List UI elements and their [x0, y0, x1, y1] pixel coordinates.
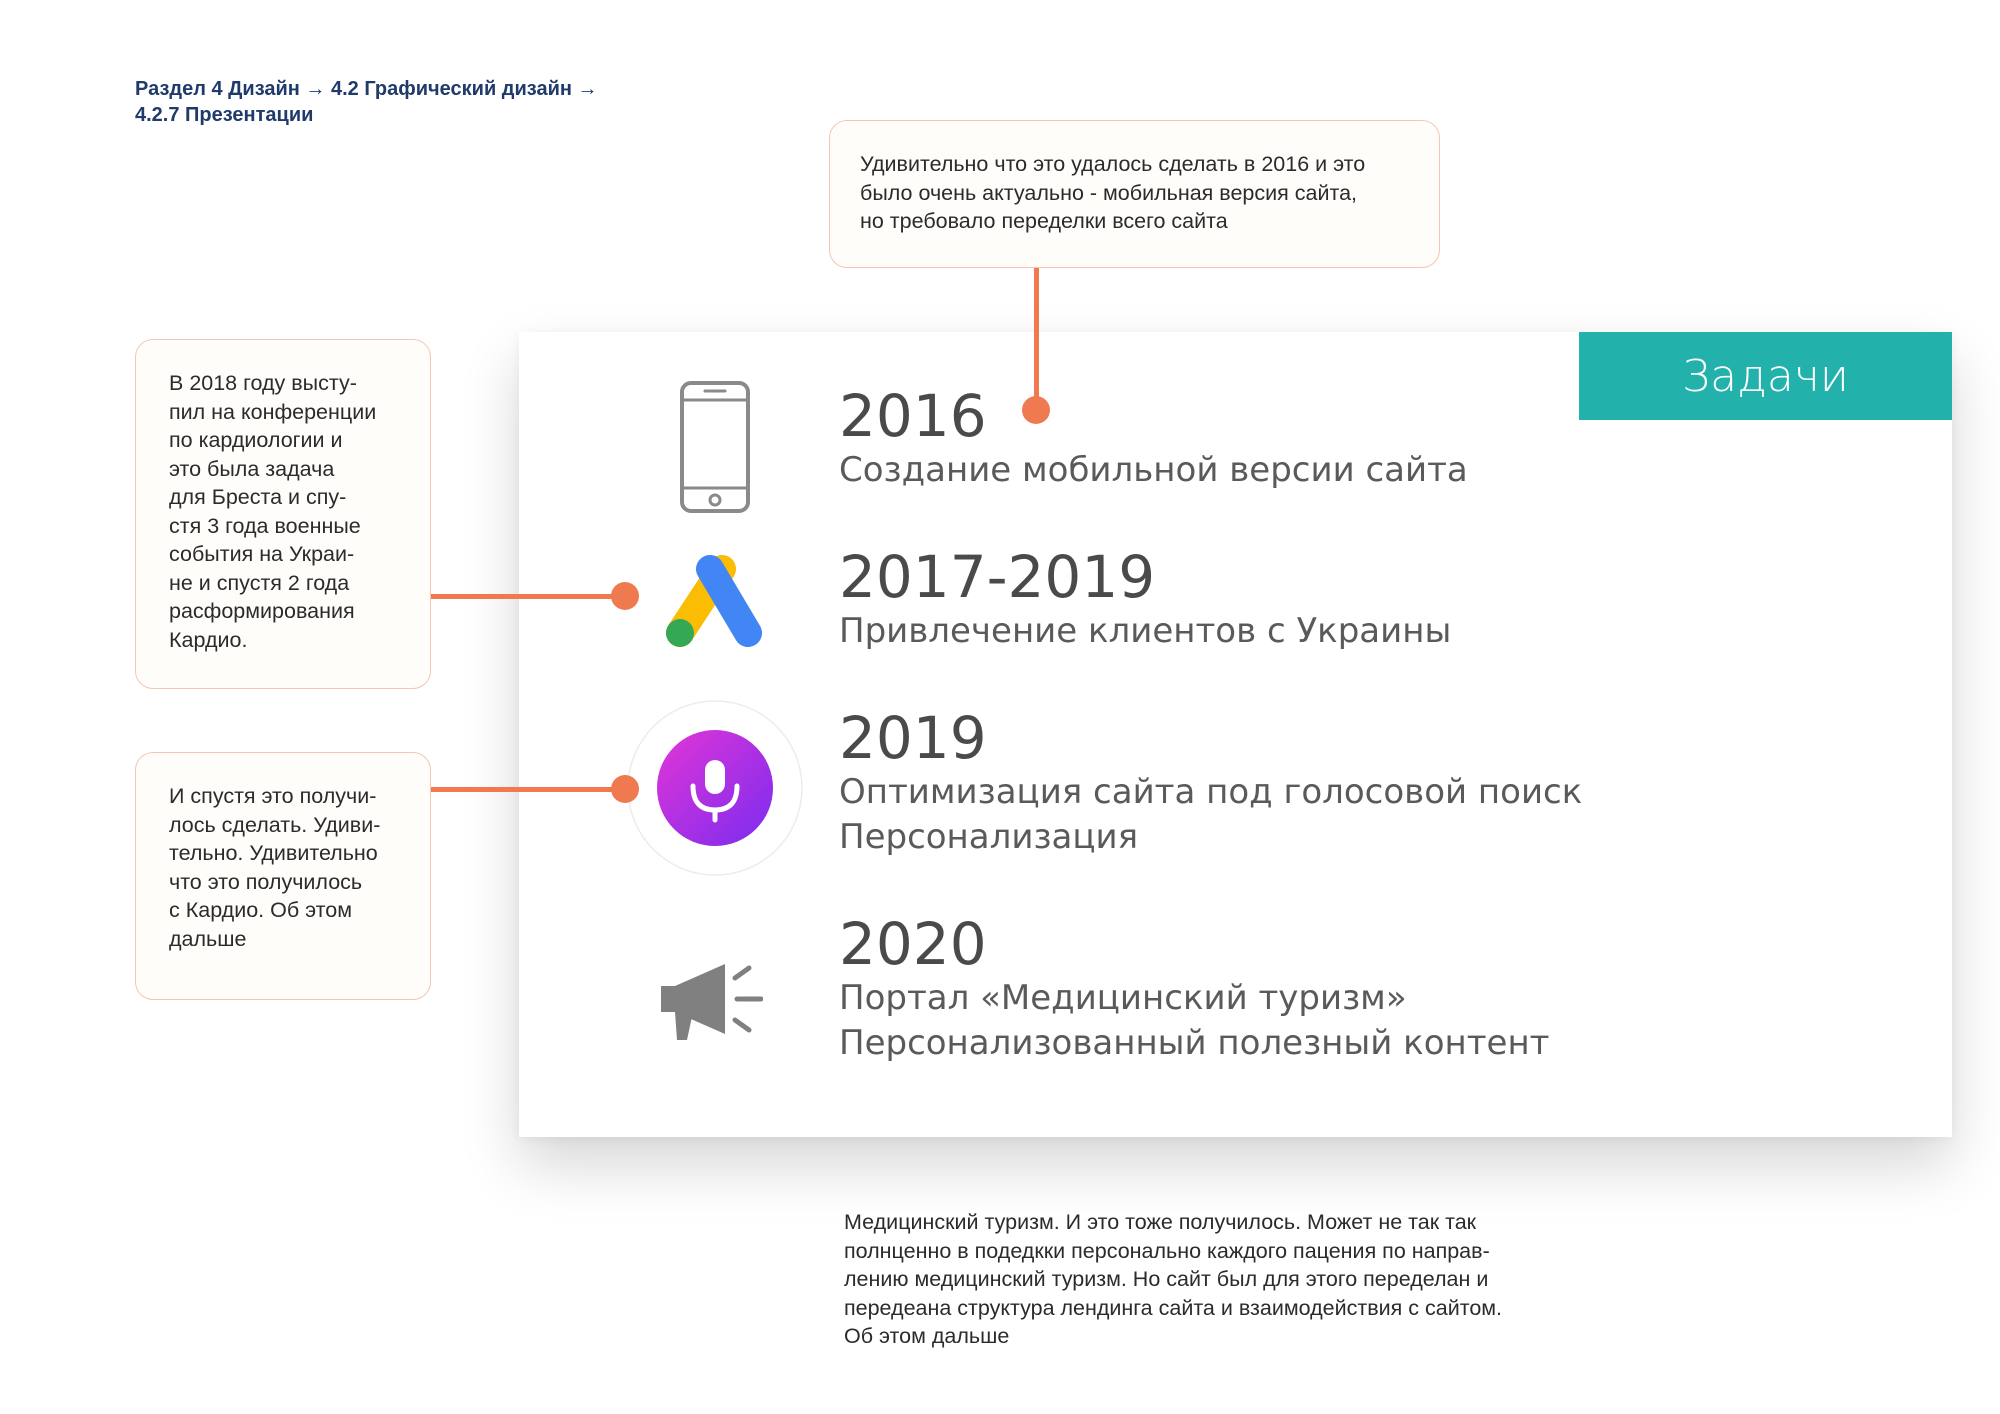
note-line: Об этом дальше: [844, 1324, 1010, 1348]
connector-dot: [611, 775, 639, 803]
entry-desc: Привлечение клиентов с Украины: [839, 611, 1452, 651]
note-mobile-version: [829, 120, 1440, 268]
note-line: тельно. Удивительно: [169, 841, 378, 865]
note-line: Удивительно что это удалось сделать в 2016 и это: [860, 152, 1366, 176]
entry-2019: [839, 706, 1582, 860]
note-line: стя 3 года военные: [169, 513, 361, 538]
entry-desc: Оптимизация сайта под голосовой поиск: [839, 772, 1583, 812]
entry-year: 2020: [839, 910, 987, 978]
entry-year: 2019: [839, 704, 987, 772]
entry-2020: [839, 912, 1549, 1066]
note-line: для Бреста и спу-: [169, 485, 347, 509]
note-line: пил на конференции: [169, 399, 377, 424]
smartphone-icon: [679, 380, 751, 514]
note-conference: [135, 339, 431, 689]
tasks-slide: [519, 332, 1952, 1137]
note-line: это была задача: [169, 456, 335, 481]
note-line: В 2018 году высту-: [169, 371, 357, 395]
note-line: по кардиологии и: [169, 428, 343, 452]
entry-year: 2016: [839, 382, 987, 450]
entry-2017-2019: [839, 545, 1451, 654]
note-line: расформирования: [169, 599, 355, 623]
note-line: с Кардио. Об этом: [169, 898, 352, 922]
note-line: передеана структура лендинга сайта и взаимодействия с сайтом.: [844, 1295, 1503, 1320]
note-cardio: [135, 752, 431, 1000]
entry-year: 2017-2019: [839, 543, 1156, 611]
connector-dot: [611, 582, 639, 610]
connector-dot: [1022, 396, 1050, 424]
note-line: события на Украи-: [169, 542, 355, 566]
megaphone-icon: [657, 960, 763, 1046]
note-line: лению медицинский туризм. Но сайт был для этого переделан и: [844, 1267, 1489, 1291]
connector-line: [431, 594, 625, 599]
note-line: но требовало переделки всего сайта: [860, 209, 1228, 233]
microphone-icon: [625, 698, 805, 878]
bottom-note: [844, 1208, 1564, 1351]
entry-2016: [839, 384, 1468, 493]
breadcrumb-line: 4.2.7 Презентации: [135, 104, 314, 126]
note-line: не и спустя 2 года: [169, 570, 350, 595]
breadcrumb-line: Раздел 4 Дизайн → 4.2 Графический дизайн →: [135, 78, 598, 100]
entry-desc: Персонализация: [839, 817, 1139, 857]
note-line: дальше: [169, 926, 247, 951]
google-ads-icon: [662, 553, 766, 649]
note-line: Медицинский туризм. И это тоже получилось. Может не так так: [844, 1210, 1477, 1234]
note-line: лось сделать. Удиви-: [169, 812, 381, 837]
note-line: Кардио.: [169, 627, 248, 652]
tasks-tag: Задачи: [1579, 332, 1952, 420]
connector-line: [1034, 268, 1039, 410]
connector-line: [431, 787, 625, 792]
entry-desc: Создание мобильной версии сайта: [839, 450, 1468, 490]
breadcrumb: [135, 76, 695, 128]
entry-desc: Персонализованный полезный контент: [839, 1023, 1550, 1063]
note-line: полнценно в подедкки персонально каждого пацения по направ-: [844, 1238, 1490, 1263]
note-line: было очень актуально - мобильная версия сайта,: [860, 180, 1357, 205]
entry-desc: Портал «Медицинский туризм»: [839, 978, 1407, 1018]
note-line: что это получилось: [169, 869, 363, 894]
note-line: И спустя это получи-: [169, 784, 377, 808]
